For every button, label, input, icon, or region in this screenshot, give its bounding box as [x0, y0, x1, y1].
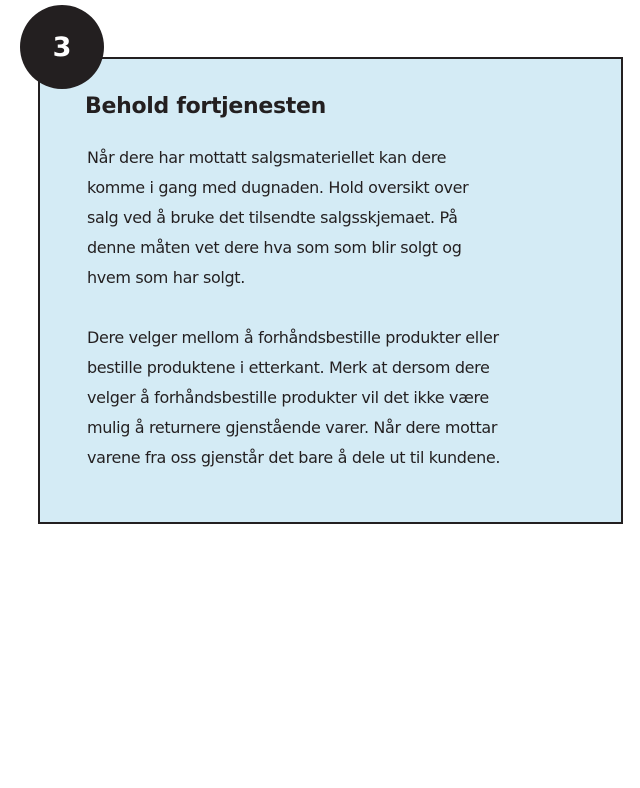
paragraph-line: mulig å returnere gjenstående varer. Når dere mottar [87, 418, 498, 437]
paragraph-line: varene fra oss gjenstår det bare å dele ut til kundene. [87, 448, 501, 467]
paragraph-2 [87, 323, 607, 473]
paragraph-line: komme i gang med dugnaden. Hold oversikt over [87, 178, 469, 197]
paragraph-line: hvem som har solgt. [87, 268, 245, 287]
paragraph-line: velger å forhåndsbestille produkter vil det ikke være [87, 388, 489, 407]
paragraph-line: denne måten vet dere hva som som blir solgt og [87, 238, 462, 257]
step-number-badge: 3 [20, 5, 104, 89]
step-body [87, 143, 607, 503]
step-card [38, 57, 623, 524]
step-title: Behold fortjenesten [85, 94, 327, 119]
paragraph-line: Dere velger mellom å forhåndsbestille produkter eller [87, 328, 499, 347]
paragraph-line: bestille produktene i etterkant. Merk at dersom dere [87, 358, 490, 377]
paragraph-line: Når dere har mottatt salgsmateriellet kan dere [87, 148, 447, 167]
paragraph-1 [87, 143, 607, 293]
paragraph-line: salg ved å bruke det tilsendte salgsskjemaet. På [87, 208, 458, 227]
